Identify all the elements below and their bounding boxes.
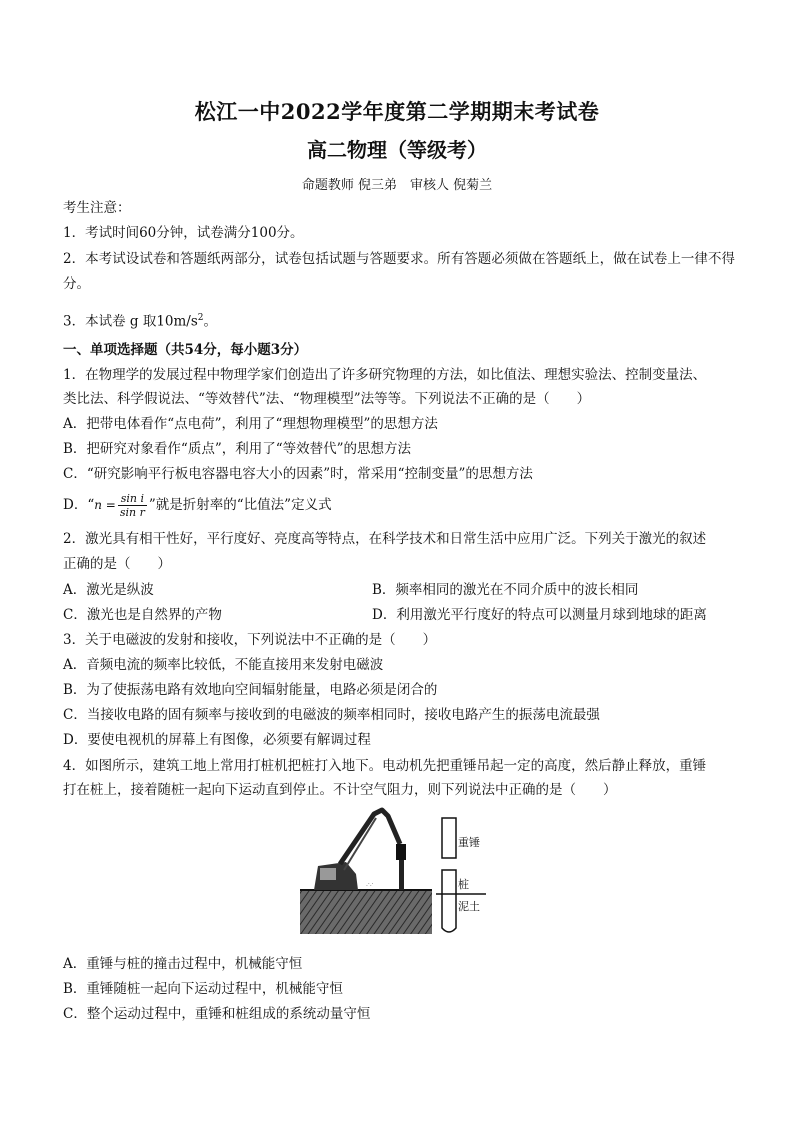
q2-stem-line2: 正确的是（ ） [63, 556, 171, 572]
q2-option-c: C．激光也是自然界的产物 [63, 607, 222, 623]
q4-option-b: B．重锤随桩一起向下运动过程中，机械能守恒 [63, 981, 343, 997]
q2-options-row1 [63, 579, 735, 601]
label-soil: 泥土 [458, 900, 480, 913]
q1-fraction-numerator: sin i [118, 492, 147, 506]
q1-option-d-pre: D．“ [63, 497, 95, 513]
notice-item-1: 1．考试时间60分钟，试卷满分100分。 [63, 225, 304, 241]
pile-diagram-block [442, 870, 456, 932]
exam-authors: 命题教师 倪三弟 审核人 倪菊兰 [301, 178, 493, 193]
notice-item-2: 2．本考试设试卷和答题纸两部分，试卷包括试题与答题要求。所有答题必须做在答题纸上，做在试卷上一律不得分。 [63, 251, 735, 292]
q1-option-a: A．把带电体看作“点电荷”，利用了“理想物理模型”的思想方法 [63, 416, 438, 432]
q1-stem-line2: 类比法、科学假说法、“等效替代”法、“物理模型”法等等。下列说法不正确的是（ ） [63, 391, 591, 407]
machine-boom [340, 810, 400, 864]
ground-texture [300, 890, 432, 934]
hammer-diagram-block [442, 818, 456, 858]
q1-option-c: C．“研究影响平行板电容器电容大小的因素”时，常采用“控制变量”的思想方法 [63, 466, 533, 482]
label-pile: 桩 [458, 878, 469, 891]
q3-option-a: A．音频电流的频率比较低，不能直接用来发射电磁波 [63, 657, 384, 673]
q1-option-d-eq: n = [94, 498, 116, 512]
notice-item-3 [63, 307, 735, 333]
q3-option-d: D．要使电视机的屏幕上有图像，必须要有解调过程 [63, 732, 371, 748]
q1-option-b: B．把研究对象看作“质点”，利用了“等效替代”的思想方法 [63, 441, 412, 457]
q4-stem-line2: 打在桩上，接着随桩一起向下运动直到停止。不计空气阻力，则下列说法中正确的是（ ） [63, 782, 617, 798]
label-hammer: 重锤 [458, 836, 480, 849]
boom-arm [344, 818, 376, 870]
machine-hammer [396, 844, 406, 860]
q1-stem-line1: 1．在物理学的发展过程中物理学家们创造出了许多研究物理的方法，如比值法、理想实验法、控制变量法、 [63, 367, 707, 383]
notice-heading: 考生注意： [63, 200, 131, 216]
q1-option-d-post: ”就是折射率的“比值法”定义式 [148, 497, 332, 513]
exam-title: 松江一中2022学年度第二学期期末考试卷 [194, 99, 600, 124]
q2-option-a: A．激光是纵波 [63, 582, 154, 598]
q3-option-c: C．当接收电路的固有频率与接收到的电磁波的频率相同时，接收电路产生的振荡电流最强 [63, 707, 600, 723]
notice-item-3-tail: 。 [203, 313, 218, 330]
q2-option-d: D．利用激光平行度好的特点可以测量月球到地球的距离 [372, 607, 707, 623]
notice-item-3-sup: 2 [197, 313, 204, 323]
q4-option-c: C．整个运动过程中，重锤和桩组成的系统动量守恒 [63, 1006, 371, 1022]
q4-option-a: A．重锤与桩的撞击过程中，机械能守恒 [63, 956, 303, 972]
q1-option-d-fraction [118, 492, 147, 519]
q3-stem: 3．关于电磁波的发射和接收，下列说法中不正确的是（ ） [63, 632, 437, 648]
q4-stem-line1: 4．如图所示，建筑工地上常用打桩机把桩打入地下。电动机先把重锤吊起一定的高度，然后静止释放，重锤 [63, 758, 707, 774]
section-1-heading: 一、单项选择题（共54分，每小题3分） [63, 342, 308, 358]
q2-options-row2 [63, 604, 735, 626]
machine-cab [320, 868, 336, 880]
notice-item-3-text: 3．本试卷 g 取10m/s [63, 313, 198, 330]
q3-option-b: B．为了使振荡电路有效地向空间辐射能量，电路必须是闭合的 [63, 682, 438, 698]
q1-option-d [63, 490, 735, 520]
exam-subtitle: 高二物理（等级考） [307, 138, 487, 162]
pile-driver-figure [296, 804, 492, 938]
figure-noise-text: .·.· [366, 881, 374, 888]
machine-pile [399, 860, 404, 890]
q2-option-b: B．频率相同的激光在不同介质中的波长相同 [372, 582, 639, 598]
q2-stem-line1: 2．激光具有相干性好，平行度好、亮度高等特点，在科学技术和日常生活中应用广泛。下列关于激光的叙述 [63, 531, 707, 547]
q1-fraction-denominator: sin r [119, 506, 145, 519]
